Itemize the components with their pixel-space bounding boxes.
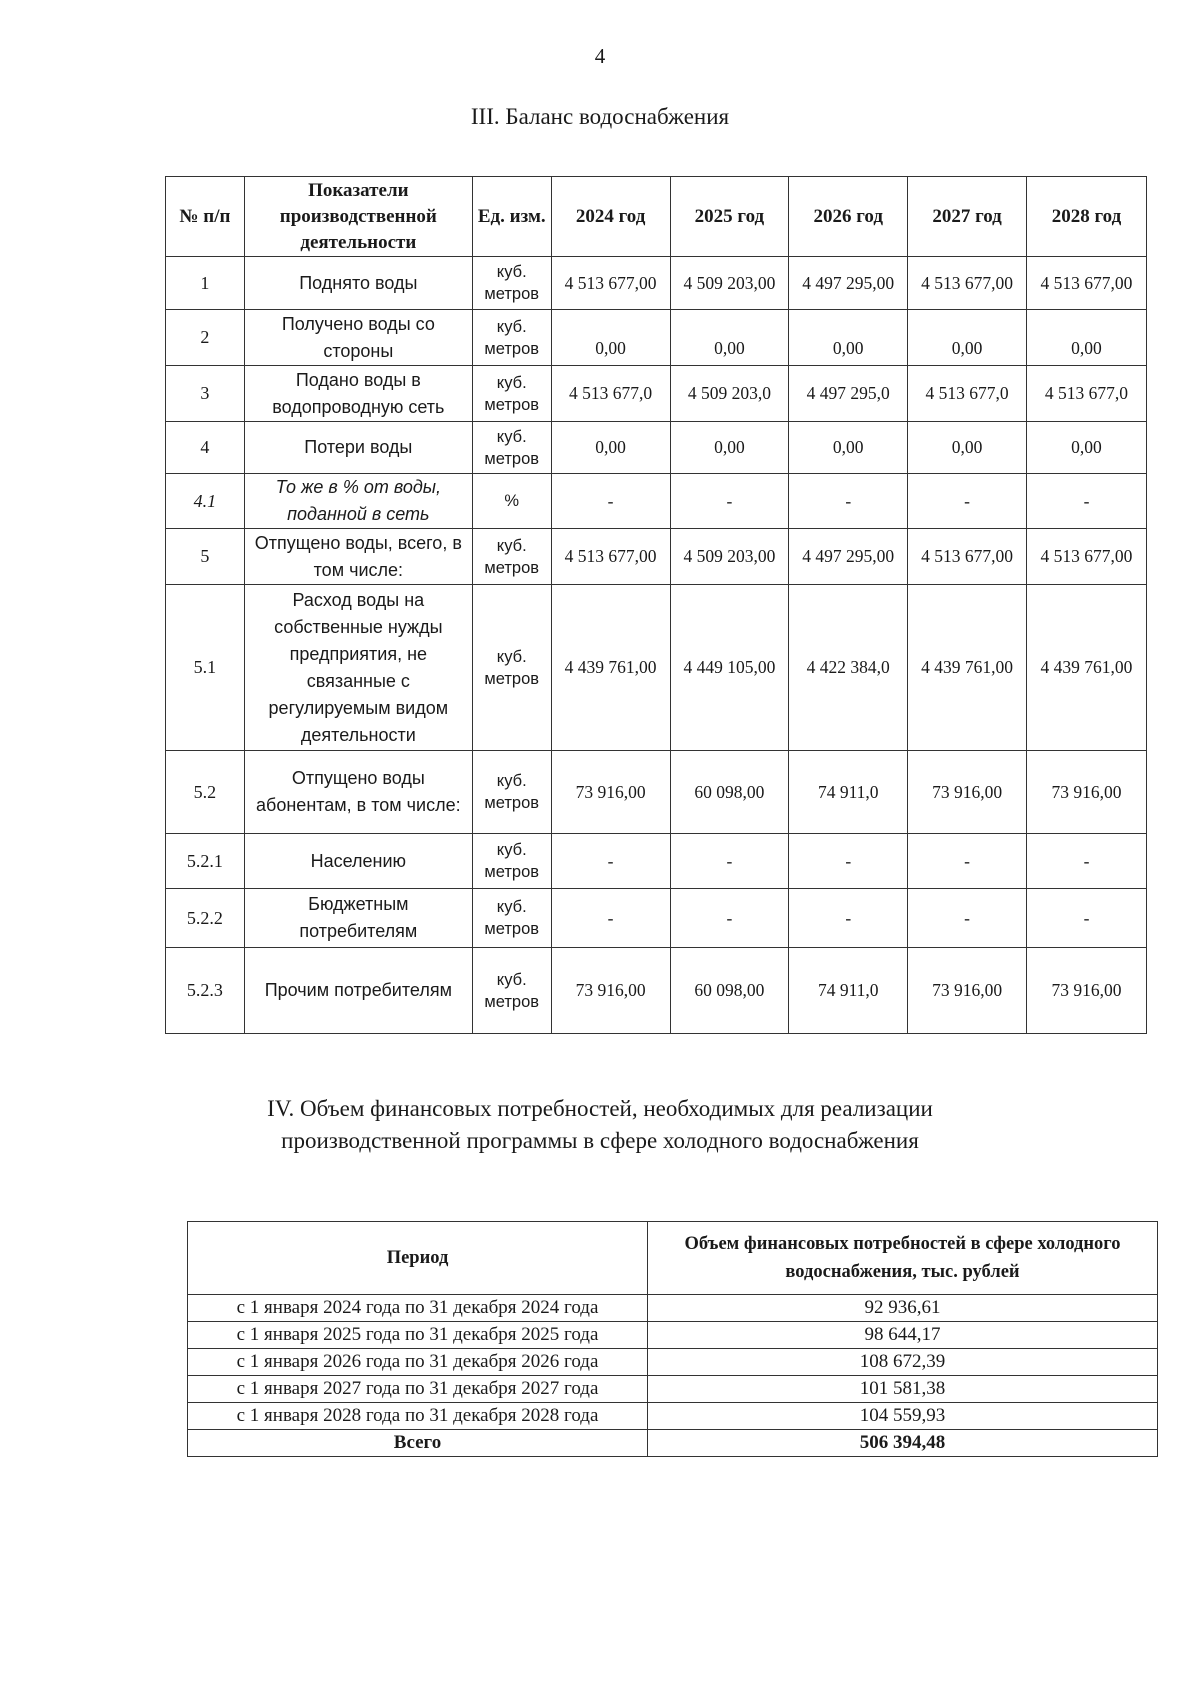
value-cell: 4 497 295,00 bbox=[789, 257, 908, 310]
table-row bbox=[166, 310, 1147, 366]
table-row bbox=[188, 1403, 1158, 1430]
total-amount: 506 394,48 bbox=[648, 1430, 1158, 1457]
row-indicator: Получено воды со стороны bbox=[244, 310, 472, 366]
value-cell: - bbox=[789, 834, 908, 889]
value-cell: 0,00 bbox=[908, 422, 1027, 474]
header-cell: 2024 год bbox=[551, 177, 670, 257]
value-cell: 4 513 677,0 bbox=[1026, 366, 1146, 422]
value-cell: 4 439 761,00 bbox=[551, 585, 670, 751]
value-cell: 0,00 bbox=[551, 422, 670, 474]
value-cell: 74 911,0 bbox=[789, 751, 908, 834]
period-cell: с 1 января 2027 года по 31 декабря 2027 года bbox=[188, 1376, 648, 1403]
value-cell: - bbox=[1026, 474, 1146, 529]
header-cell: Период bbox=[188, 1222, 648, 1295]
value-cell: - bbox=[789, 474, 908, 529]
period-cell: с 1 января 2024 года по 31 декабря 2024 года bbox=[188, 1295, 648, 1322]
row-code: 5.2.3 bbox=[166, 948, 245, 1034]
value-cell: 4 509 203,00 bbox=[670, 529, 789, 585]
value-cell: - bbox=[908, 889, 1027, 948]
value-cell: 4 513 677,00 bbox=[551, 529, 670, 585]
value-cell: 4 513 677,0 bbox=[551, 366, 670, 422]
value-cell: 4 513 677,00 bbox=[551, 257, 670, 310]
value-cell: 73 916,00 bbox=[1026, 751, 1146, 834]
value-cell: - bbox=[670, 834, 789, 889]
row-unit: куб. метров bbox=[472, 751, 551, 834]
finance-table bbox=[187, 1221, 1158, 1457]
balance-table bbox=[165, 176, 1147, 1034]
value-cell: - bbox=[551, 834, 670, 889]
value-cell: 4 439 761,00 bbox=[908, 585, 1027, 751]
value-cell: 4 509 203,0 bbox=[670, 366, 789, 422]
row-unit: куб. метров bbox=[472, 366, 551, 422]
value-cell: 73 916,00 bbox=[908, 948, 1027, 1034]
value-cell: 4 422 384,0 bbox=[789, 585, 908, 751]
table-row bbox=[166, 948, 1147, 1034]
value-cell: 60 098,00 bbox=[670, 751, 789, 834]
header-cell: Показатели производственной деятельности bbox=[244, 177, 472, 257]
value-cell: 60 098,00 bbox=[670, 948, 789, 1034]
row-indicator: То же в % от воды, поданной в сеть bbox=[244, 474, 472, 529]
row-unit: куб. метров bbox=[472, 834, 551, 889]
row-code: 5.2 bbox=[166, 751, 245, 834]
row-indicator: Бюджетным потребителям bbox=[244, 889, 472, 948]
section-title-balance: III. Баланс водоснабжения bbox=[470, 104, 730, 129]
value-cell: - bbox=[908, 834, 1027, 889]
row-indicator: Отпущено воды абонентам, в том числе: bbox=[244, 751, 472, 834]
header-cell: Объем финансовых потребностей в сфере холодного водоснабжения, тыс. рублей bbox=[648, 1222, 1158, 1295]
value-cell: 4 513 677,00 bbox=[1026, 257, 1146, 310]
header-cell: 2025 год bbox=[670, 177, 789, 257]
header-cell: № п/п bbox=[166, 177, 245, 257]
value-cell: 0,00 bbox=[670, 422, 789, 474]
row-unit: куб. метров bbox=[472, 529, 551, 585]
table-row bbox=[188, 1376, 1158, 1403]
header-cell: 2027 год bbox=[908, 177, 1027, 257]
row-unit: % bbox=[472, 474, 551, 529]
value-cell: - bbox=[1026, 889, 1146, 948]
value-cell: 4 449 105,00 bbox=[670, 585, 789, 751]
value-cell: 4 513 677,00 bbox=[908, 257, 1027, 310]
row-indicator: Отпущено воды, всего, в том числе: bbox=[244, 529, 472, 585]
table-row bbox=[166, 834, 1147, 889]
amount-cell: 92 936,61 bbox=[648, 1295, 1158, 1322]
value-cell: 4 497 295,00 bbox=[789, 529, 908, 585]
value-cell: 0,00 bbox=[789, 422, 908, 474]
section-title-finance bbox=[0, 1093, 1200, 1157]
row-indicator: Населению bbox=[244, 834, 472, 889]
row-indicator: Прочим потребителям bbox=[244, 948, 472, 1034]
section-title-finance-line2: производственной программы в сфере холодного водоснабжения bbox=[281, 1128, 919, 1153]
row-code: 5 bbox=[166, 529, 245, 585]
section-title-finance-line1: IV. Объем финансовых потребностей, необходимых для реализации bbox=[267, 1096, 933, 1121]
value-cell: 74 911,0 bbox=[789, 948, 908, 1034]
row-code: 5.2.1 bbox=[166, 834, 245, 889]
header-cell: 2028 год bbox=[1026, 177, 1146, 257]
table-row bbox=[188, 1295, 1158, 1322]
table-row bbox=[166, 366, 1147, 422]
total-label: Всего bbox=[188, 1430, 648, 1457]
value-cell: - bbox=[908, 474, 1027, 529]
amount-cell: 104 559,93 bbox=[648, 1403, 1158, 1430]
value-cell: 0,00 bbox=[670, 310, 789, 366]
value-cell: 4 497 295,0 bbox=[789, 366, 908, 422]
table-row bbox=[166, 585, 1147, 751]
value-cell: - bbox=[1026, 834, 1146, 889]
amount-cell: 101 581,38 bbox=[648, 1376, 1158, 1403]
period-cell: с 1 января 2026 года по 31 декабря 2026 года bbox=[188, 1349, 648, 1376]
value-cell: 4 513 677,00 bbox=[1026, 529, 1146, 585]
period-cell: с 1 января 2025 года по 31 декабря 2025 года bbox=[188, 1322, 648, 1349]
value-cell: 0,00 bbox=[1026, 310, 1146, 366]
table-row bbox=[166, 529, 1147, 585]
total-row bbox=[188, 1430, 1158, 1457]
row-code: 3 bbox=[166, 366, 245, 422]
header-cell: 2026 год bbox=[789, 177, 908, 257]
amount-cell: 98 644,17 bbox=[648, 1322, 1158, 1349]
value-cell: 73 916,00 bbox=[908, 751, 1027, 834]
row-indicator: Расход воды на собственные нужды предприятия, не связанные с регулируемым видом деятельности bbox=[244, 585, 472, 751]
row-code: 5.2.2 bbox=[166, 889, 245, 948]
value-cell: 0,00 bbox=[789, 310, 908, 366]
row-unit: куб. метров bbox=[472, 257, 551, 310]
value-cell: - bbox=[670, 474, 789, 529]
balance-header-row bbox=[166, 177, 1147, 257]
amount-cell: 108 672,39 bbox=[648, 1349, 1158, 1376]
table-row bbox=[166, 257, 1147, 310]
row-indicator: Потери воды bbox=[244, 422, 472, 474]
row-code: 1 bbox=[166, 257, 245, 310]
table-row bbox=[166, 422, 1147, 474]
value-cell: 0,00 bbox=[908, 310, 1027, 366]
table-row bbox=[166, 751, 1147, 834]
value-cell: - bbox=[551, 474, 670, 529]
value-cell: 73 916,00 bbox=[1026, 948, 1146, 1034]
value-cell: - bbox=[551, 889, 670, 948]
value-cell: 4 513 677,00 bbox=[908, 529, 1027, 585]
table-row bbox=[188, 1322, 1158, 1349]
row-code: 2 bbox=[166, 310, 245, 366]
row-unit: куб. метров bbox=[472, 889, 551, 948]
row-code: 4 bbox=[166, 422, 245, 474]
table-row bbox=[166, 474, 1147, 529]
row-unit: куб. метров bbox=[472, 948, 551, 1034]
row-code: 5.1 bbox=[166, 585, 245, 751]
value-cell: 4 509 203,00 bbox=[670, 257, 789, 310]
period-cell: с 1 января 2028 года по 31 декабря 2028 года bbox=[188, 1403, 648, 1430]
row-indicator: Поднято воды bbox=[244, 257, 472, 310]
table-row bbox=[166, 889, 1147, 948]
page-number: 4 bbox=[594, 44, 606, 68]
value-cell: - bbox=[670, 889, 789, 948]
value-cell: 0,00 bbox=[1026, 422, 1146, 474]
value-cell: 73 916,00 bbox=[551, 751, 670, 834]
value-cell: - bbox=[789, 889, 908, 948]
value-cell: 4 439 761,00 bbox=[1026, 585, 1146, 751]
table-row bbox=[188, 1349, 1158, 1376]
row-unit: куб. метров bbox=[472, 585, 551, 751]
value-cell: 73 916,00 bbox=[551, 948, 670, 1034]
row-unit: куб. метров bbox=[472, 310, 551, 366]
value-cell: 4 513 677,0 bbox=[908, 366, 1027, 422]
row-indicator: Подано воды в водопроводную сеть bbox=[244, 366, 472, 422]
header-cell: Ед. изм. bbox=[472, 177, 551, 257]
row-unit: куб. метров bbox=[472, 422, 551, 474]
finance-header-row bbox=[188, 1222, 1158, 1295]
value-cell: 0,00 bbox=[551, 310, 670, 366]
row-code: 4.1 bbox=[166, 474, 245, 529]
